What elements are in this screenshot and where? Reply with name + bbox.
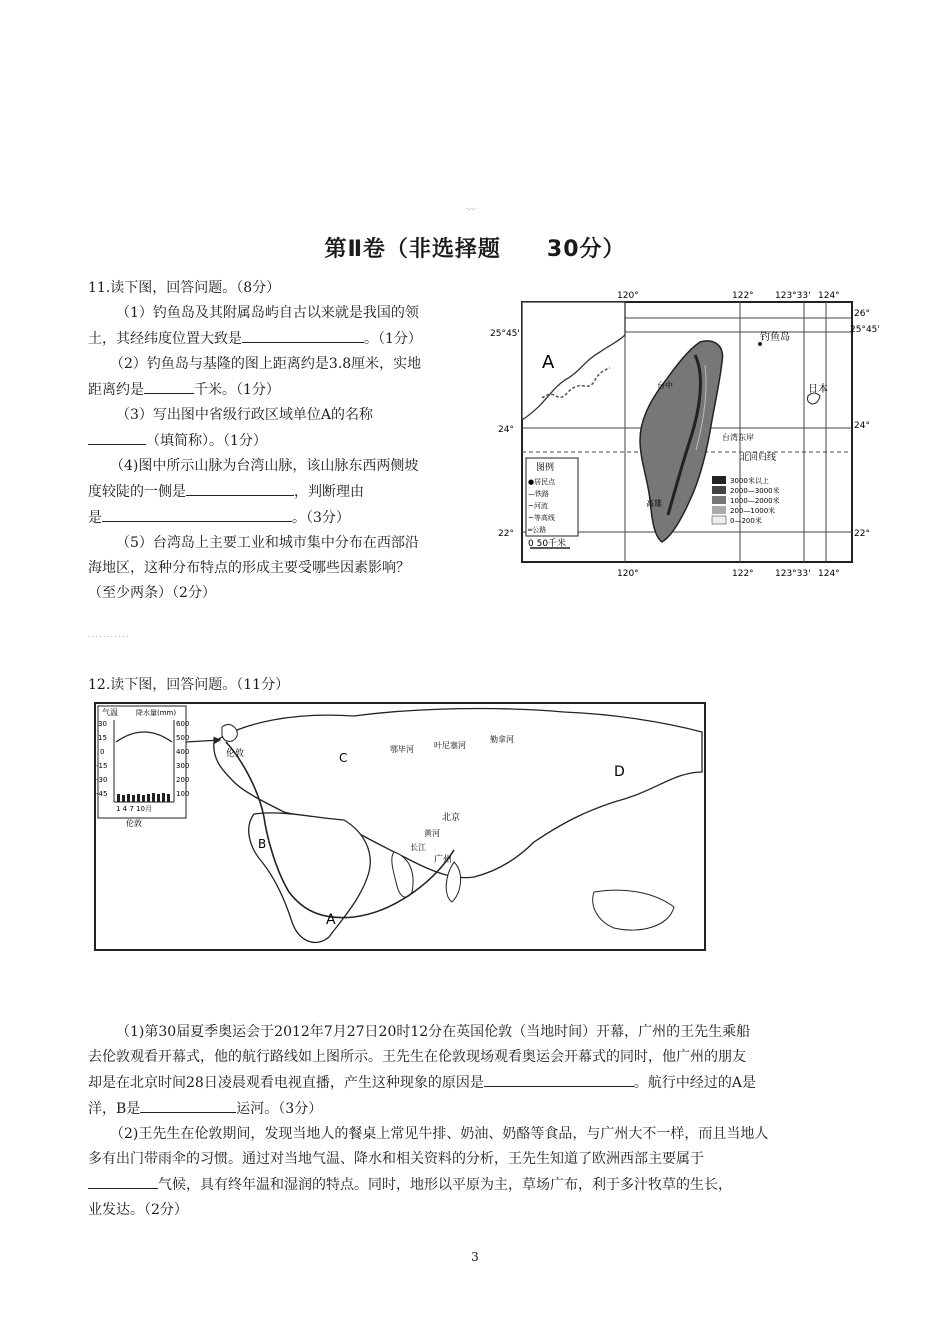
lat-label-right-2545: 25°45' [850,325,880,335]
q11-p1b-pre: 土，其经纬度位置大致是 [88,331,242,347]
q12-p2b: 多有出门带雨伞的习惯。通过对当地气温、降水和相关资料的分析，王先生知道了欧洲西部主要属于 [88,1151,704,1167]
lat-label-right-26: 26° [854,309,870,319]
answer-blank-distance[interactable] [144,377,194,394]
taiwan-map [490,280,880,580]
lon-label-top-12333: 123°33' [775,291,811,301]
legend-title: 图例 [536,463,555,473]
legend-item-road: ═公路 [528,526,547,534]
lon-label-bottom-12333: 123°33' [775,569,811,579]
lat-label-left-24: 24° [498,425,514,435]
canal-b-label: B [258,837,267,851]
beijing-label: 北京 [442,813,461,823]
q12-p2c-post: 气候，具有终年温和湿润的特点。同时，地形以平原为主，草场广布，利于多汁牧草的生长， [158,1177,732,1193]
tropic-label: 北回归线 [740,453,777,463]
q11-p1a: （1）钓鱼岛及其附属岛屿自古以来就是我国的领 [116,305,419,321]
precip-tick-100: 100 [176,790,190,798]
river-huanghe: 黄河 [424,829,440,838]
q11-p2b-pre: 距离约是 [88,382,144,398]
q11-p4b-pre: 度较陡的一侧是 [88,484,186,500]
answer-blank-province[interactable] [88,428,146,445]
answer-blank-canal[interactable] [140,1096,236,1113]
q11-p5b: 海地区，这种分布特点的形成主要受哪些因素影响？ [88,560,410,576]
climate-precip-label: 降水量(mm) [136,709,177,717]
legend-item-river: ~河流 [528,502,548,510]
lon-label-bottom-124: 124° [818,569,840,579]
elev-item-2000: 2000—3000米 [730,487,780,495]
q12-heading: 12.读下图，回答问题。（11分） [88,677,290,693]
page-number: 3 [471,1250,479,1264]
q12-p1d-pre: 洋，B是 [88,1101,141,1117]
question-11 [88,276,488,606]
q12-p1d-post: 运河。（3分） [236,1101,323,1117]
legend-item-residential: ●居民点 [528,478,556,486]
lon-label-top-122: 122° [732,291,754,301]
ocean-a-label: A [326,912,336,928]
east-coast-label: 台湾东岸 [722,433,754,442]
japan-label: 日本 [808,384,828,395]
q11-p2a: （2）钓鱼岛与基隆的图上距离约是3.8厘米，实地 [110,356,422,372]
q12-p2d: 业发达。（2分） [88,1202,188,1218]
q11-p1b-post: 。（1分） [364,331,422,347]
label-d: D [614,764,625,780]
q12-p1b: 去伦敦观看开幕式，他的航行路线如上图所示。王先生在伦敦现场观看奥运会开幕式的同时，他广州的朋友 [88,1049,746,1065]
climate-months: 1 4 7 10月 [116,805,152,813]
q11-heading: 11.读下图，回答问题。（8分） [88,280,281,296]
city-taichung: 台中 [657,381,673,390]
climate-station-label: 伦敦 [126,819,142,828]
precip-tick-200: 200 [176,776,190,784]
temp-tick-m15: -15 [96,762,108,770]
legend-item-railway: —铁路 [528,490,549,498]
lat-label-right-24: 24° [854,421,870,431]
diaoyu-island-label: 钓鱼岛 [760,332,790,343]
precip-tick-300: 300 [176,762,190,770]
q11-p5c: （至少两条）（2分） [88,585,216,601]
q11-p2b-post: 千米。（1分） [194,382,280,398]
q11-p5a: （5）台湾岛上主要工业和城市集中分布在西部沿 [116,535,419,551]
lon-label-bottom-120: 120° [617,569,639,579]
header-marker: ·-·-· [466,206,476,213]
elev-item-200: 200—1000米 [730,507,776,515]
answer-blank-climate[interactable] [88,1172,158,1189]
q11-p4b-post: ，判断理由 [294,484,364,500]
temp-tick-m30: -30 [96,776,108,784]
temp-tick-30: 30 [98,720,107,728]
answer-blank-reason[interactable] [102,505,292,522]
q11-p3a: （3）写出图中省级行政区域单位A的名称 [116,407,374,423]
q11-p4c-pre: 是 [88,510,102,526]
q12-p1a: （1)第30届夏季奥运会于2012年7月27日20时12分在英国伦敦（当地时间）开幕，广州的王先生乘船 [116,1024,751,1040]
guangzhou-label: 广州 [434,855,453,865]
q11-p4a: （4)图中所示山脉为台湾山脉，该山脉东西两侧坡 [110,458,419,474]
answer-blank-steep-side[interactable] [186,479,294,496]
elev-item-0: 0—200米 [730,517,762,525]
precip-tick-400: 400 [176,748,190,756]
q12-p2a: （2)王先生在伦敦期间，发现当地人的餐桌上常见牛排、奶油、奶酪等食品，与广州大不一样，而且当地人 [110,1126,769,1142]
legend-item-contour: ~等高线 [528,514,555,522]
temp-tick-15: 15 [98,734,107,742]
province-a-label: A [542,352,555,373]
temp-tick-0: 0 [100,748,105,756]
river-yenisei: 叶尼塞河 [434,741,466,750]
river-lena: 勒拿河 [490,735,514,744]
q11-p3b-post: （填简称）。（1分） [146,433,267,449]
label-c: C [339,751,348,765]
section-title: 第Ⅱ卷（非选择题 30分） [324,237,626,262]
climate-temp-label: 气温 [102,708,118,717]
london-label: 伦敦 [226,749,245,759]
lon-label-bottom-122: 122° [732,569,754,579]
elev-item-3000: 3000米以上 [730,477,769,485]
answer-blank-time-reason[interactable] [484,1070,634,1087]
river-changjiang: 长江 [410,843,426,852]
lon-label-top-124: 124° [818,291,840,301]
precip-tick-500: 500 [176,734,190,742]
divider-dots: . . . . . . . . . . . [88,632,129,639]
q12-p1c-pre: 却是在北京时间28日凌晨观看电视直播，产生这种现象的原因是 [88,1075,484,1091]
temp-tick-m45: -45 [96,790,108,798]
city-kaohsiung: 高雄 [646,499,662,508]
precip-tick-600: 600 [176,720,190,728]
question-12 [88,1020,868,1223]
scale-bar-label: 0 50千米 [528,539,567,549]
world-route-map [94,702,714,952]
answer-blank-latlon[interactable] [242,326,364,343]
lat-label-left-2545: 25°45' [490,329,520,339]
elev-item-1000: 1000—2000米 [730,497,780,505]
lat-label-left-22: 22° [498,529,514,539]
lon-label-top-120: 120° [617,291,639,301]
q11-p4c-post: 。（3分） [292,510,350,526]
q12-p1c-post: 。航行中经过的A是 [633,1075,756,1091]
river-ob: 鄂毕河 [390,745,414,754]
lat-label-right-22: 22° [854,529,870,539]
